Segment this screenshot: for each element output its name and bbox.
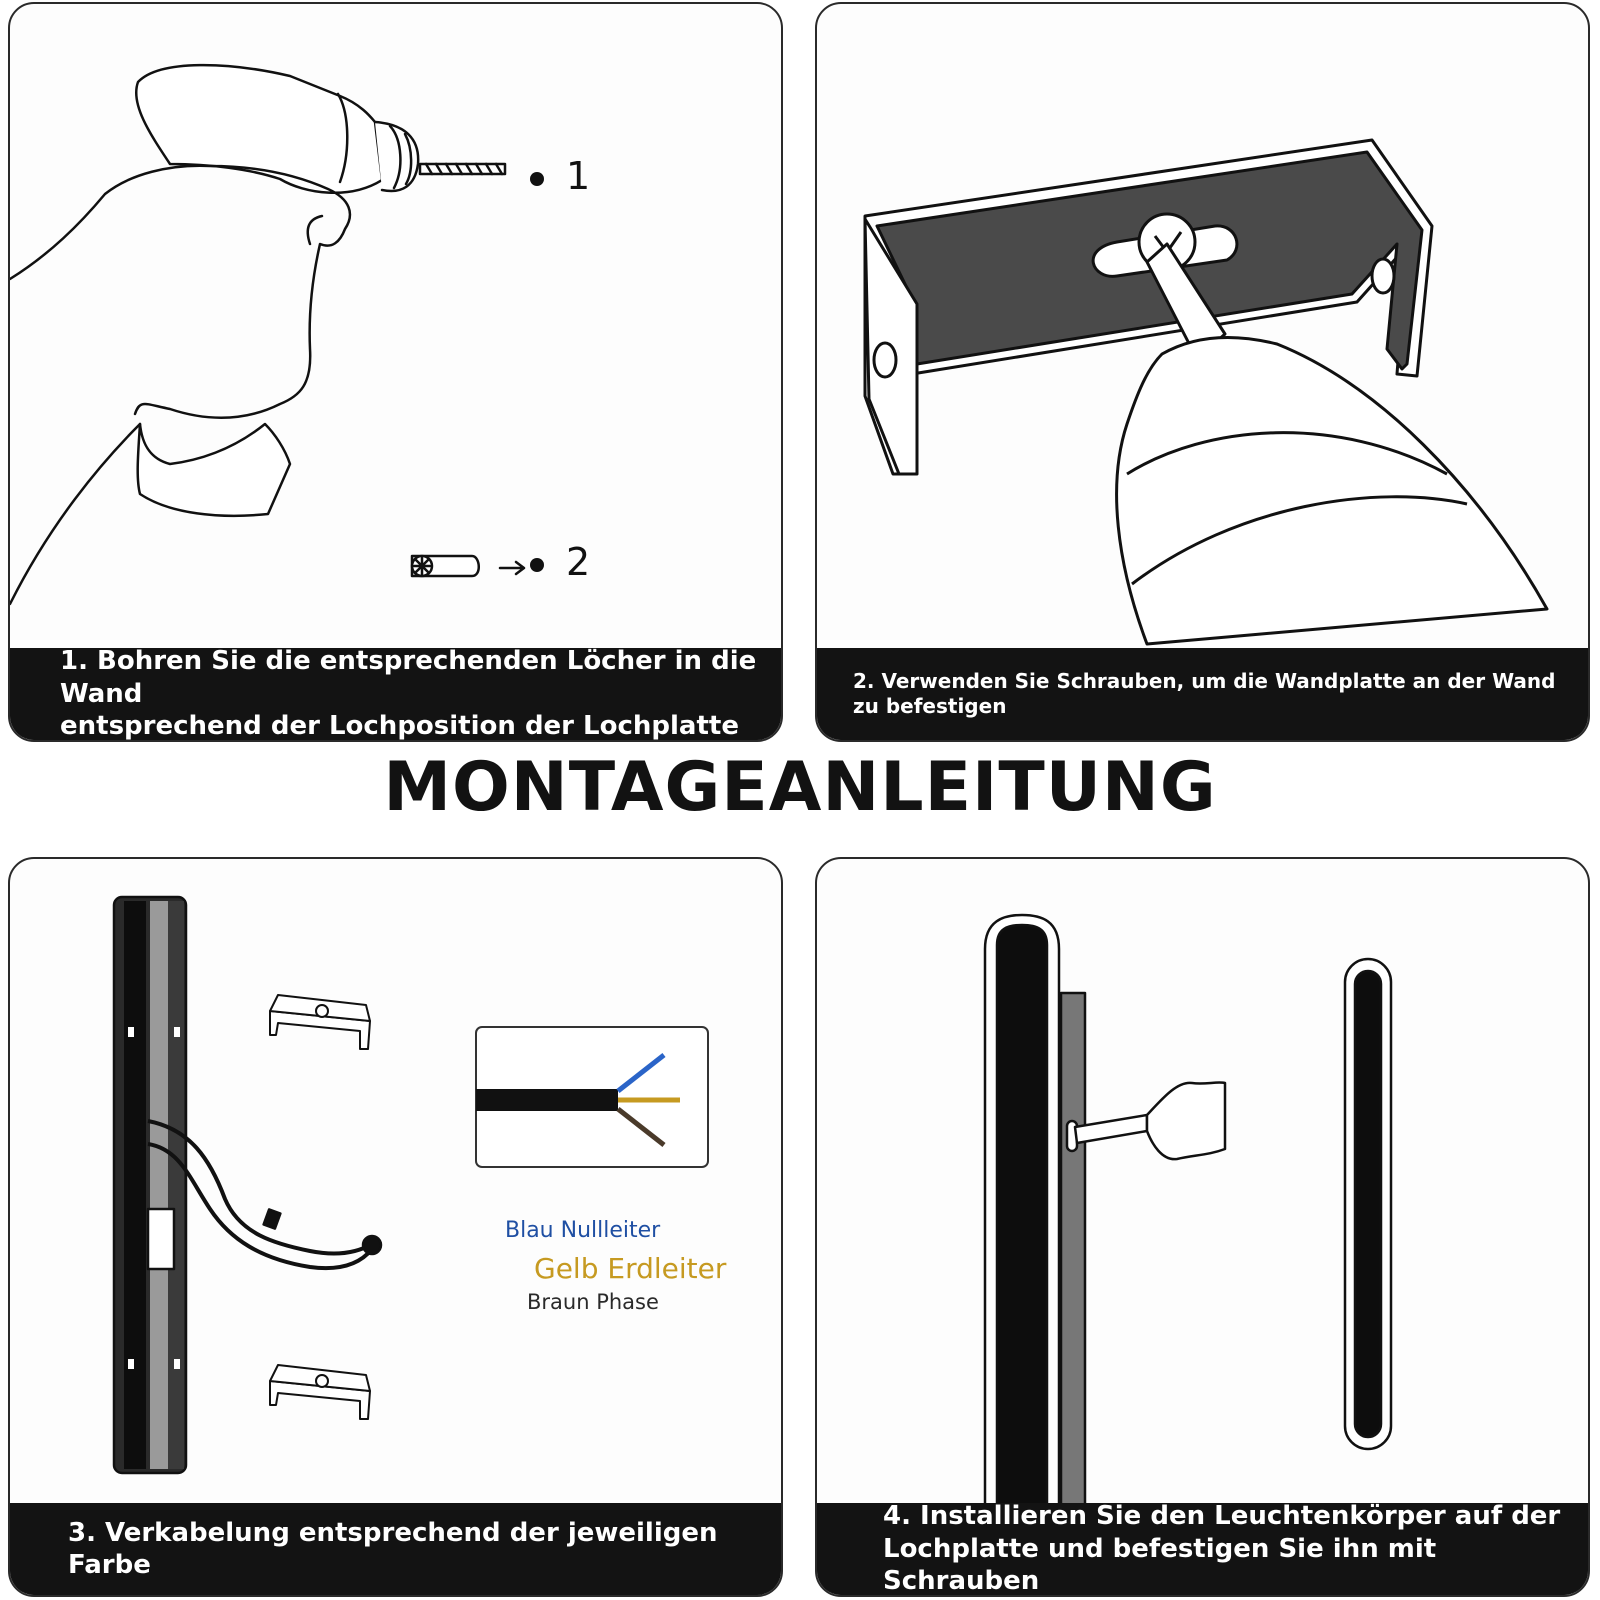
step-1-line-2: entsprechend der Lochposition der Lochplatte (60, 711, 739, 742)
marker-2-label: 2 (566, 540, 591, 584)
step-4-panel (815, 857, 1590, 1597)
marker-1 (530, 154, 590, 198)
step-3-line-1: 3. Verkabelung entsprechend der jeweiligen Farbe (68, 1517, 718, 1580)
step-1-caption (10, 648, 781, 740)
dot-icon (530, 172, 544, 186)
wire-legend-blue: Blau Nullleiter (505, 1218, 661, 1243)
step-4-caption (817, 1503, 1588, 1595)
step-4-line-1: 4. Installieren Sie den Leuchtenkörper auf der (883, 1501, 1561, 1532)
wiring-illustration (10, 859, 783, 1507)
drill-illustration (10, 4, 783, 652)
step-2-caption (817, 648, 1588, 740)
fixture-mount-illustration (817, 859, 1590, 1507)
wire-legend-brown: Braun Phase (527, 1290, 659, 1314)
marker-1-label: 1 (566, 154, 591, 198)
dot-icon (530, 558, 544, 572)
wire-legend-yellow: Gelb Erdleiter (534, 1252, 727, 1285)
step-1-line-1: 1. Bohren Sie die entsprechenden Löcher in die Wand (60, 646, 757, 709)
marker-2 (530, 540, 590, 584)
step-1-panel (8, 2, 783, 742)
step-3-panel (8, 857, 783, 1597)
step-4-line-2: Lochplatte und befestigen Sie ihn mit Schrauben (883, 1533, 1437, 1597)
step-2-panel (815, 2, 1590, 742)
wall-plate-screw-illustration (817, 4, 1590, 652)
page-title: MONTAGEANLEITUNG (383, 748, 1217, 827)
step-2-line-1: 2. Verwenden Sie Schrauben, um die Wandplatte an der Wand zu befestigen (853, 669, 1556, 718)
step-3-caption (10, 1503, 781, 1595)
